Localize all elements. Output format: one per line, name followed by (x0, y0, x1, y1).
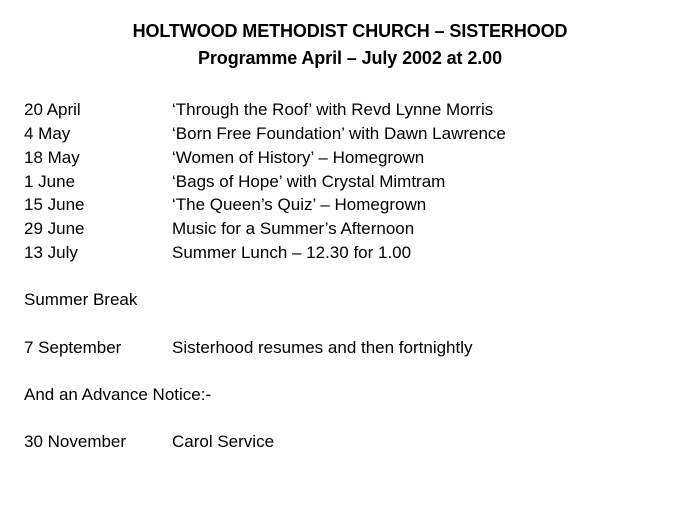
programme-date: 18 May (24, 148, 80, 167)
programme-row (24, 218, 414, 240)
programme-row (24, 99, 493, 121)
programme-row (24, 242, 411, 264)
programme-row (24, 194, 426, 216)
resume-date: 7 September (24, 338, 122, 357)
programme-event: ‘The Queen’s Quiz’ – Homegrown (172, 195, 427, 214)
summer-break-note: Summer Break (24, 290, 138, 309)
programme-row (24, 147, 424, 169)
programme-date: 15 June (24, 195, 85, 214)
advance-notice-heading: And an Advance Notice:- (24, 385, 212, 404)
programme-event: Summer Lunch – 12.30 for 1.00 (172, 243, 412, 262)
programme-row (24, 171, 445, 193)
programme-event: ‘Born Free Foundation’ with Dawn Lawrence (172, 124, 506, 143)
programme-event: Music for a Summer’s Afternoon (172, 219, 415, 238)
programme-row (24, 123, 506, 145)
programme-event: ‘Through the Roof’ with Revd Lynne Morris (172, 100, 494, 119)
resume-event: Sisterhood resumes and then fortnightly (172, 338, 473, 357)
programme-date: 13 July (24, 243, 78, 262)
programme-event: ‘Women of History’ – Homegrown (172, 148, 425, 167)
carol-date: 30 November (24, 432, 127, 451)
programme-date: 1 June (24, 172, 76, 191)
church-title: HOLTWOOD METHODIST CHURCH – SISTERHOOD (132, 21, 568, 41)
programme-date: 29 June (24, 219, 85, 238)
resume-row (24, 337, 473, 359)
carol-event: Carol Service (172, 432, 275, 451)
carol-row (24, 431, 274, 453)
programme-event: ‘Bags of Hope’ with Crystal Mimtram (172, 172, 446, 191)
programme-date: 20 April (24, 100, 81, 119)
programme-date: 4 May (24, 124, 71, 143)
programme-subtitle: Programme April – July 2002 at 2.00 (198, 48, 502, 68)
